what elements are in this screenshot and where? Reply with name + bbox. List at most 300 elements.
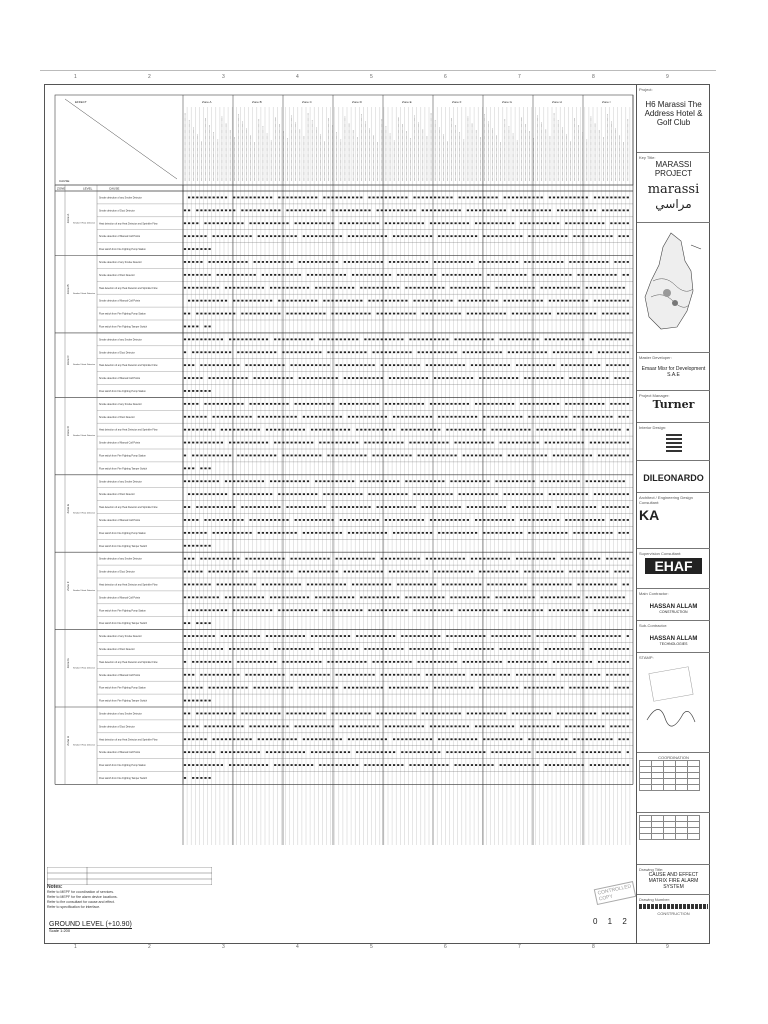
matrix-mark <box>463 635 465 637</box>
matrix-mark <box>537 558 539 560</box>
matrix-mark <box>332 713 334 715</box>
matrix-mark <box>537 519 539 521</box>
matrix-mark <box>491 338 493 340</box>
matrix-mark <box>377 687 379 689</box>
matrix-mark <box>270 751 272 753</box>
matrix-mark <box>541 751 543 753</box>
matrix-mark <box>598 480 600 482</box>
matrix-mark <box>610 596 612 598</box>
matrix-mark <box>614 713 616 715</box>
matrix-mark <box>225 403 227 405</box>
matrix-mark <box>446 416 448 418</box>
matrix-mark <box>233 377 235 379</box>
matrix-mark <box>467 596 469 598</box>
matrix-mark <box>594 416 596 418</box>
matrix-mark <box>266 661 268 663</box>
matrix-mark <box>586 751 588 753</box>
matrix-mark <box>549 493 551 495</box>
matrix-mark <box>323 377 325 379</box>
matrix-mark <box>323 635 325 637</box>
matrix-mark <box>397 351 399 353</box>
matrix-mark <box>336 738 338 740</box>
matrix-mark <box>434 493 436 495</box>
matrix-mark <box>336 713 338 715</box>
matrix-mark <box>250 222 252 224</box>
matrix-mark <box>610 364 612 366</box>
matrix-mark <box>627 403 629 405</box>
matrix-mark <box>291 687 293 689</box>
matrix-mark <box>184 364 186 366</box>
matrix-mark <box>483 287 485 289</box>
matrix-mark <box>393 287 395 289</box>
matrix-mark <box>426 571 428 573</box>
matrix-mark <box>504 532 506 534</box>
matrix-mark <box>188 326 190 328</box>
matrix-mark <box>532 571 534 573</box>
matrix-mark <box>487 493 489 495</box>
matrix-mark <box>623 364 625 366</box>
matrix-mark <box>307 455 309 457</box>
matrix-mark <box>381 764 383 766</box>
matrix-mark <box>414 197 416 199</box>
matrix-mark <box>491 261 493 263</box>
matrix-mark <box>237 609 239 611</box>
matrix-mark <box>254 377 256 379</box>
matrix-mark <box>270 197 272 199</box>
matrix-mark <box>418 738 420 740</box>
matrix-mark <box>553 532 555 534</box>
matrix-mark <box>582 197 584 199</box>
matrix-mark <box>475 480 477 482</box>
matrix-mark <box>233 635 235 637</box>
matrix-mark <box>455 351 457 353</box>
matrix-mark <box>496 455 498 457</box>
matrix-mark <box>541 687 543 689</box>
matrix-mark <box>434 480 436 482</box>
matrix-mark <box>606 738 608 740</box>
matrix-mark <box>549 609 551 611</box>
matrix-mark <box>545 519 547 521</box>
matrix-mark <box>204 467 206 469</box>
matrix-mark <box>549 506 551 508</box>
matrix-mark <box>619 648 621 650</box>
matrix-mark <box>184 661 186 663</box>
ruler-mark: 1 <box>74 944 77 950</box>
matrix-mark <box>196 313 198 315</box>
matrix-mark <box>188 197 190 199</box>
matrix-mark <box>438 209 440 211</box>
matrix-mark <box>360 222 362 224</box>
left-header-label: CAUSE <box>109 186 120 191</box>
matrix-mark <box>500 455 502 457</box>
matrix-mark <box>532 519 534 521</box>
matrix-mark <box>282 635 284 637</box>
row-cause-label: Smoke detection of any Smoke Detector <box>99 196 142 200</box>
matrix-mark <box>578 558 580 560</box>
matrix-mark <box>303 222 305 224</box>
matrix-mark <box>619 725 621 727</box>
matrix-mark <box>487 480 489 482</box>
matrix-mark <box>483 235 485 237</box>
matrix-mark <box>504 596 506 598</box>
scale-bar: 0 1 2 <box>593 917 631 926</box>
matrix-mark <box>364 519 366 521</box>
matrix-mark <box>348 429 350 431</box>
matrix-mark <box>295 532 297 534</box>
matrix-mark <box>598 493 600 495</box>
matrix-mark <box>520 455 522 457</box>
matrix-mark <box>573 300 575 302</box>
matrix-mark <box>299 274 301 276</box>
matrix-mark <box>266 725 268 727</box>
matrix-mark <box>401 429 403 431</box>
matrix-mark <box>352 532 354 534</box>
matrix-mark <box>414 532 416 534</box>
matrix-mark <box>532 584 534 586</box>
matrix-mark <box>610 635 612 637</box>
matrix-mark <box>323 648 325 650</box>
matrix-mark <box>401 571 403 573</box>
matrix-mark <box>385 274 387 276</box>
level-title-text: GROUND LEVEL (+10.90) <box>49 921 132 928</box>
matrix-mark <box>516 480 518 482</box>
matrix-mark <box>282 661 284 663</box>
matrix-mark <box>487 287 489 289</box>
matrix-mark <box>225 429 227 431</box>
matrix-mark <box>217 197 219 199</box>
matrix-mark <box>204 545 206 547</box>
matrix-mark <box>446 751 448 753</box>
matrix-mark <box>565 674 567 676</box>
matrix-mark <box>196 648 198 650</box>
matrix-mark <box>578 648 580 650</box>
matrix-mark <box>409 313 411 315</box>
matrix-mark <box>430 287 432 289</box>
matrix-mark <box>446 274 448 276</box>
matrix-mark <box>438 738 440 740</box>
matrix-mark <box>233 261 235 263</box>
matrix-mark <box>467 713 469 715</box>
matrix-mark <box>582 738 584 740</box>
matrix-mark <box>512 571 514 573</box>
matrix-mark <box>578 274 580 276</box>
matrix-mark <box>237 287 239 289</box>
matrix-mark <box>463 416 465 418</box>
matrix-mark <box>225 493 227 495</box>
matrix-mark <box>258 429 260 431</box>
matrix-mark <box>389 351 391 353</box>
matrix-mark <box>627 713 629 715</box>
matrix-mark <box>401 261 403 263</box>
matrix-mark <box>254 222 256 224</box>
matrix-mark <box>508 558 510 560</box>
matrix-mark <box>405 738 407 740</box>
matrix-mark <box>278 442 280 444</box>
matrix-mark <box>348 338 350 340</box>
matrix-mark <box>229 635 231 637</box>
matrix-mark <box>549 442 551 444</box>
matrix-mark <box>241 209 243 211</box>
matrix-mark <box>479 751 481 753</box>
matrix-mark <box>438 493 440 495</box>
matrix-mark <box>217 403 219 405</box>
matrix-mark <box>520 416 522 418</box>
matrix-mark <box>590 674 592 676</box>
matrix-mark <box>282 416 284 418</box>
matrix-mark <box>512 442 514 444</box>
matrix-mark <box>299 351 301 353</box>
matrix-mark <box>200 545 202 547</box>
matrix-mark <box>209 519 211 521</box>
matrix-mark <box>200 648 202 650</box>
matrix-mark <box>286 338 288 340</box>
matrix-mark <box>389 674 391 676</box>
matrix-mark <box>528 635 530 637</box>
matrix-mark <box>221 584 223 586</box>
matrix-mark <box>627 687 629 689</box>
matrix-mark <box>549 725 551 727</box>
matrix-mark <box>520 713 522 715</box>
matrix-mark <box>204 506 206 508</box>
matrix-mark <box>586 351 588 353</box>
matrix-mark <box>446 351 448 353</box>
matrix-mark <box>360 197 362 199</box>
matrix-mark <box>491 725 493 727</box>
matrix-mark <box>573 416 575 418</box>
matrix-mark <box>274 687 276 689</box>
matrix-mark <box>446 558 448 560</box>
matrix-mark <box>520 222 522 224</box>
matrix-mark <box>373 687 375 689</box>
matrix-mark <box>528 377 530 379</box>
matrix-mark <box>311 674 313 676</box>
matrix-mark <box>319 674 321 676</box>
matrix-mark <box>557 506 559 508</box>
matrix-mark <box>237 751 239 753</box>
matrix-mark <box>586 687 588 689</box>
matrix-mark <box>455 442 457 444</box>
matrix-mark <box>184 713 186 715</box>
matrix-mark <box>266 558 268 560</box>
matrix-mark <box>241 738 243 740</box>
matrix-mark <box>409 725 411 727</box>
matrix-mark <box>459 571 461 573</box>
matrix-mark <box>348 300 350 302</box>
ruler-mark: 6 <box>444 944 447 950</box>
matrix-mark <box>438 377 440 379</box>
matrix-mark <box>418 596 420 598</box>
matrix-mark <box>258 506 260 508</box>
matrix-mark <box>569 674 571 676</box>
matrix-mark <box>352 222 354 224</box>
matrix-mark <box>270 222 272 224</box>
matrix-mark <box>397 442 399 444</box>
matrix-mark <box>356 519 358 521</box>
matrix-mark <box>245 493 247 495</box>
matrix-mark <box>537 455 539 457</box>
row-zone-label: Zone D <box>66 426 70 437</box>
matrix-mark <box>200 377 202 379</box>
matrix-mark <box>524 635 526 637</box>
matrix-mark <box>192 377 194 379</box>
matrix-mark <box>192 687 194 689</box>
matrix-mark <box>491 635 493 637</box>
matrix-mark <box>594 377 596 379</box>
matrix-mark <box>192 467 194 469</box>
matrix-mark <box>188 480 190 482</box>
matrix-mark <box>569 596 571 598</box>
matrix-mark <box>594 261 596 263</box>
matrix-mark <box>623 455 625 457</box>
matrix-mark <box>377 274 379 276</box>
matrix-mark <box>373 596 375 598</box>
matrix-mark <box>291 596 293 598</box>
matrix-mark <box>299 455 301 457</box>
matrix-mark <box>250 209 252 211</box>
matrix-mark <box>475 584 477 586</box>
matrix-mark <box>414 300 416 302</box>
matrix-mark <box>496 300 498 302</box>
matrix-mark <box>426 338 428 340</box>
matrix-mark <box>245 584 247 586</box>
matrix-mark <box>524 687 526 689</box>
matrix-mark <box>442 416 444 418</box>
matrix-mark <box>459 609 461 611</box>
matrix-mark <box>508 584 510 586</box>
matrix-mark <box>418 687 420 689</box>
matrix-mark <box>491 661 493 663</box>
matrix-mark <box>516 738 518 740</box>
matrix-mark <box>303 609 305 611</box>
matrix-mark <box>516 609 518 611</box>
matrix-mark <box>450 197 452 199</box>
matrix-mark <box>332 403 334 405</box>
matrix-mark <box>442 261 444 263</box>
matrix-mark <box>426 687 428 689</box>
matrix-mark <box>319 661 321 663</box>
matrix-mark <box>434 713 436 715</box>
matrix-mark <box>471 300 473 302</box>
matrix-mark <box>381 235 383 237</box>
matrix-mark <box>196 300 198 302</box>
matrix-mark <box>270 558 272 560</box>
matrix-mark <box>188 300 190 302</box>
matrix-mark <box>188 751 190 753</box>
matrix-mark <box>254 493 256 495</box>
matrix-mark <box>557 661 559 663</box>
matrix-mark <box>537 429 539 431</box>
matrix-mark <box>602 648 604 650</box>
matrix-mark <box>446 725 448 727</box>
matrix-mark <box>307 596 309 598</box>
matrix-mark <box>414 687 416 689</box>
matrix-mark <box>389 558 391 560</box>
matrix-mark <box>237 261 239 263</box>
matrix-mark <box>459 764 461 766</box>
matrix-mark <box>389 661 391 663</box>
matrix-mark <box>229 442 231 444</box>
matrix-mark <box>340 287 342 289</box>
matrix-mark <box>565 300 567 302</box>
matrix-mark <box>401 274 403 276</box>
matrix-mark <box>291 738 293 740</box>
matrix-mark <box>582 648 584 650</box>
matrix-mark <box>327 261 329 263</box>
matrix-mark <box>606 274 608 276</box>
matrix-mark <box>192 725 194 727</box>
matrix-mark <box>475 209 477 211</box>
matrix-mark <box>233 571 235 573</box>
matrix-mark <box>303 338 305 340</box>
matrix-mark <box>401 764 403 766</box>
matrix-mark <box>282 596 284 598</box>
matrix-mark <box>229 416 231 418</box>
matrix-mark <box>377 442 379 444</box>
matrix-mark <box>217 300 219 302</box>
matrix-mark <box>245 648 247 650</box>
matrix-mark <box>286 480 288 482</box>
matrix-mark <box>598 197 600 199</box>
matrix-mark <box>364 764 366 766</box>
matrix-mark <box>184 532 186 534</box>
ka-logo: KA <box>639 507 660 523</box>
matrix-mark <box>332 609 334 611</box>
matrix-mark <box>430 338 432 340</box>
matrix-mark <box>315 287 317 289</box>
matrix-mark <box>500 222 502 224</box>
matrix-mark <box>303 713 305 715</box>
matrix-mark <box>414 519 416 521</box>
matrix-mark <box>213 338 215 340</box>
row-cause-label: Heat detection of any Heat Detector and Sprinkler Flow <box>99 222 158 226</box>
matrix-mark <box>282 351 284 353</box>
matrix-mark <box>299 506 301 508</box>
matrix-mark <box>364 648 366 650</box>
matrix-mark <box>594 584 596 586</box>
matrix-mark <box>496 493 498 495</box>
matrix-mark <box>393 738 395 740</box>
matrix-mark <box>348 609 350 611</box>
matrix-mark <box>401 584 403 586</box>
matrix-mark <box>192 674 194 676</box>
matrix-mark <box>286 300 288 302</box>
matrix-mark <box>188 764 190 766</box>
matrix-mark <box>393 313 395 315</box>
matrix-mark <box>483 455 485 457</box>
matrix-mark <box>282 571 284 573</box>
matrix-mark <box>467 571 469 573</box>
matrix-mark <box>274 287 276 289</box>
matrix-mark <box>479 571 481 573</box>
matrix-mark <box>467 313 469 315</box>
matrix-mark <box>274 596 276 598</box>
matrix-mark <box>475 287 477 289</box>
matrix-mark <box>463 442 465 444</box>
matrix-mark <box>254 442 256 444</box>
matrix-mark <box>450 313 452 315</box>
matrix-mark <box>397 364 399 366</box>
matrix-mark <box>315 661 317 663</box>
matrix-mark <box>204 351 206 353</box>
matrix-mark <box>295 403 297 405</box>
matrix-mark <box>446 197 448 199</box>
matrix-mark <box>282 261 284 263</box>
matrix-mark <box>360 661 362 663</box>
matrix-mark <box>602 197 604 199</box>
matrix-mark <box>245 635 247 637</box>
matrix-mark <box>541 493 543 495</box>
matrix-mark <box>360 287 362 289</box>
